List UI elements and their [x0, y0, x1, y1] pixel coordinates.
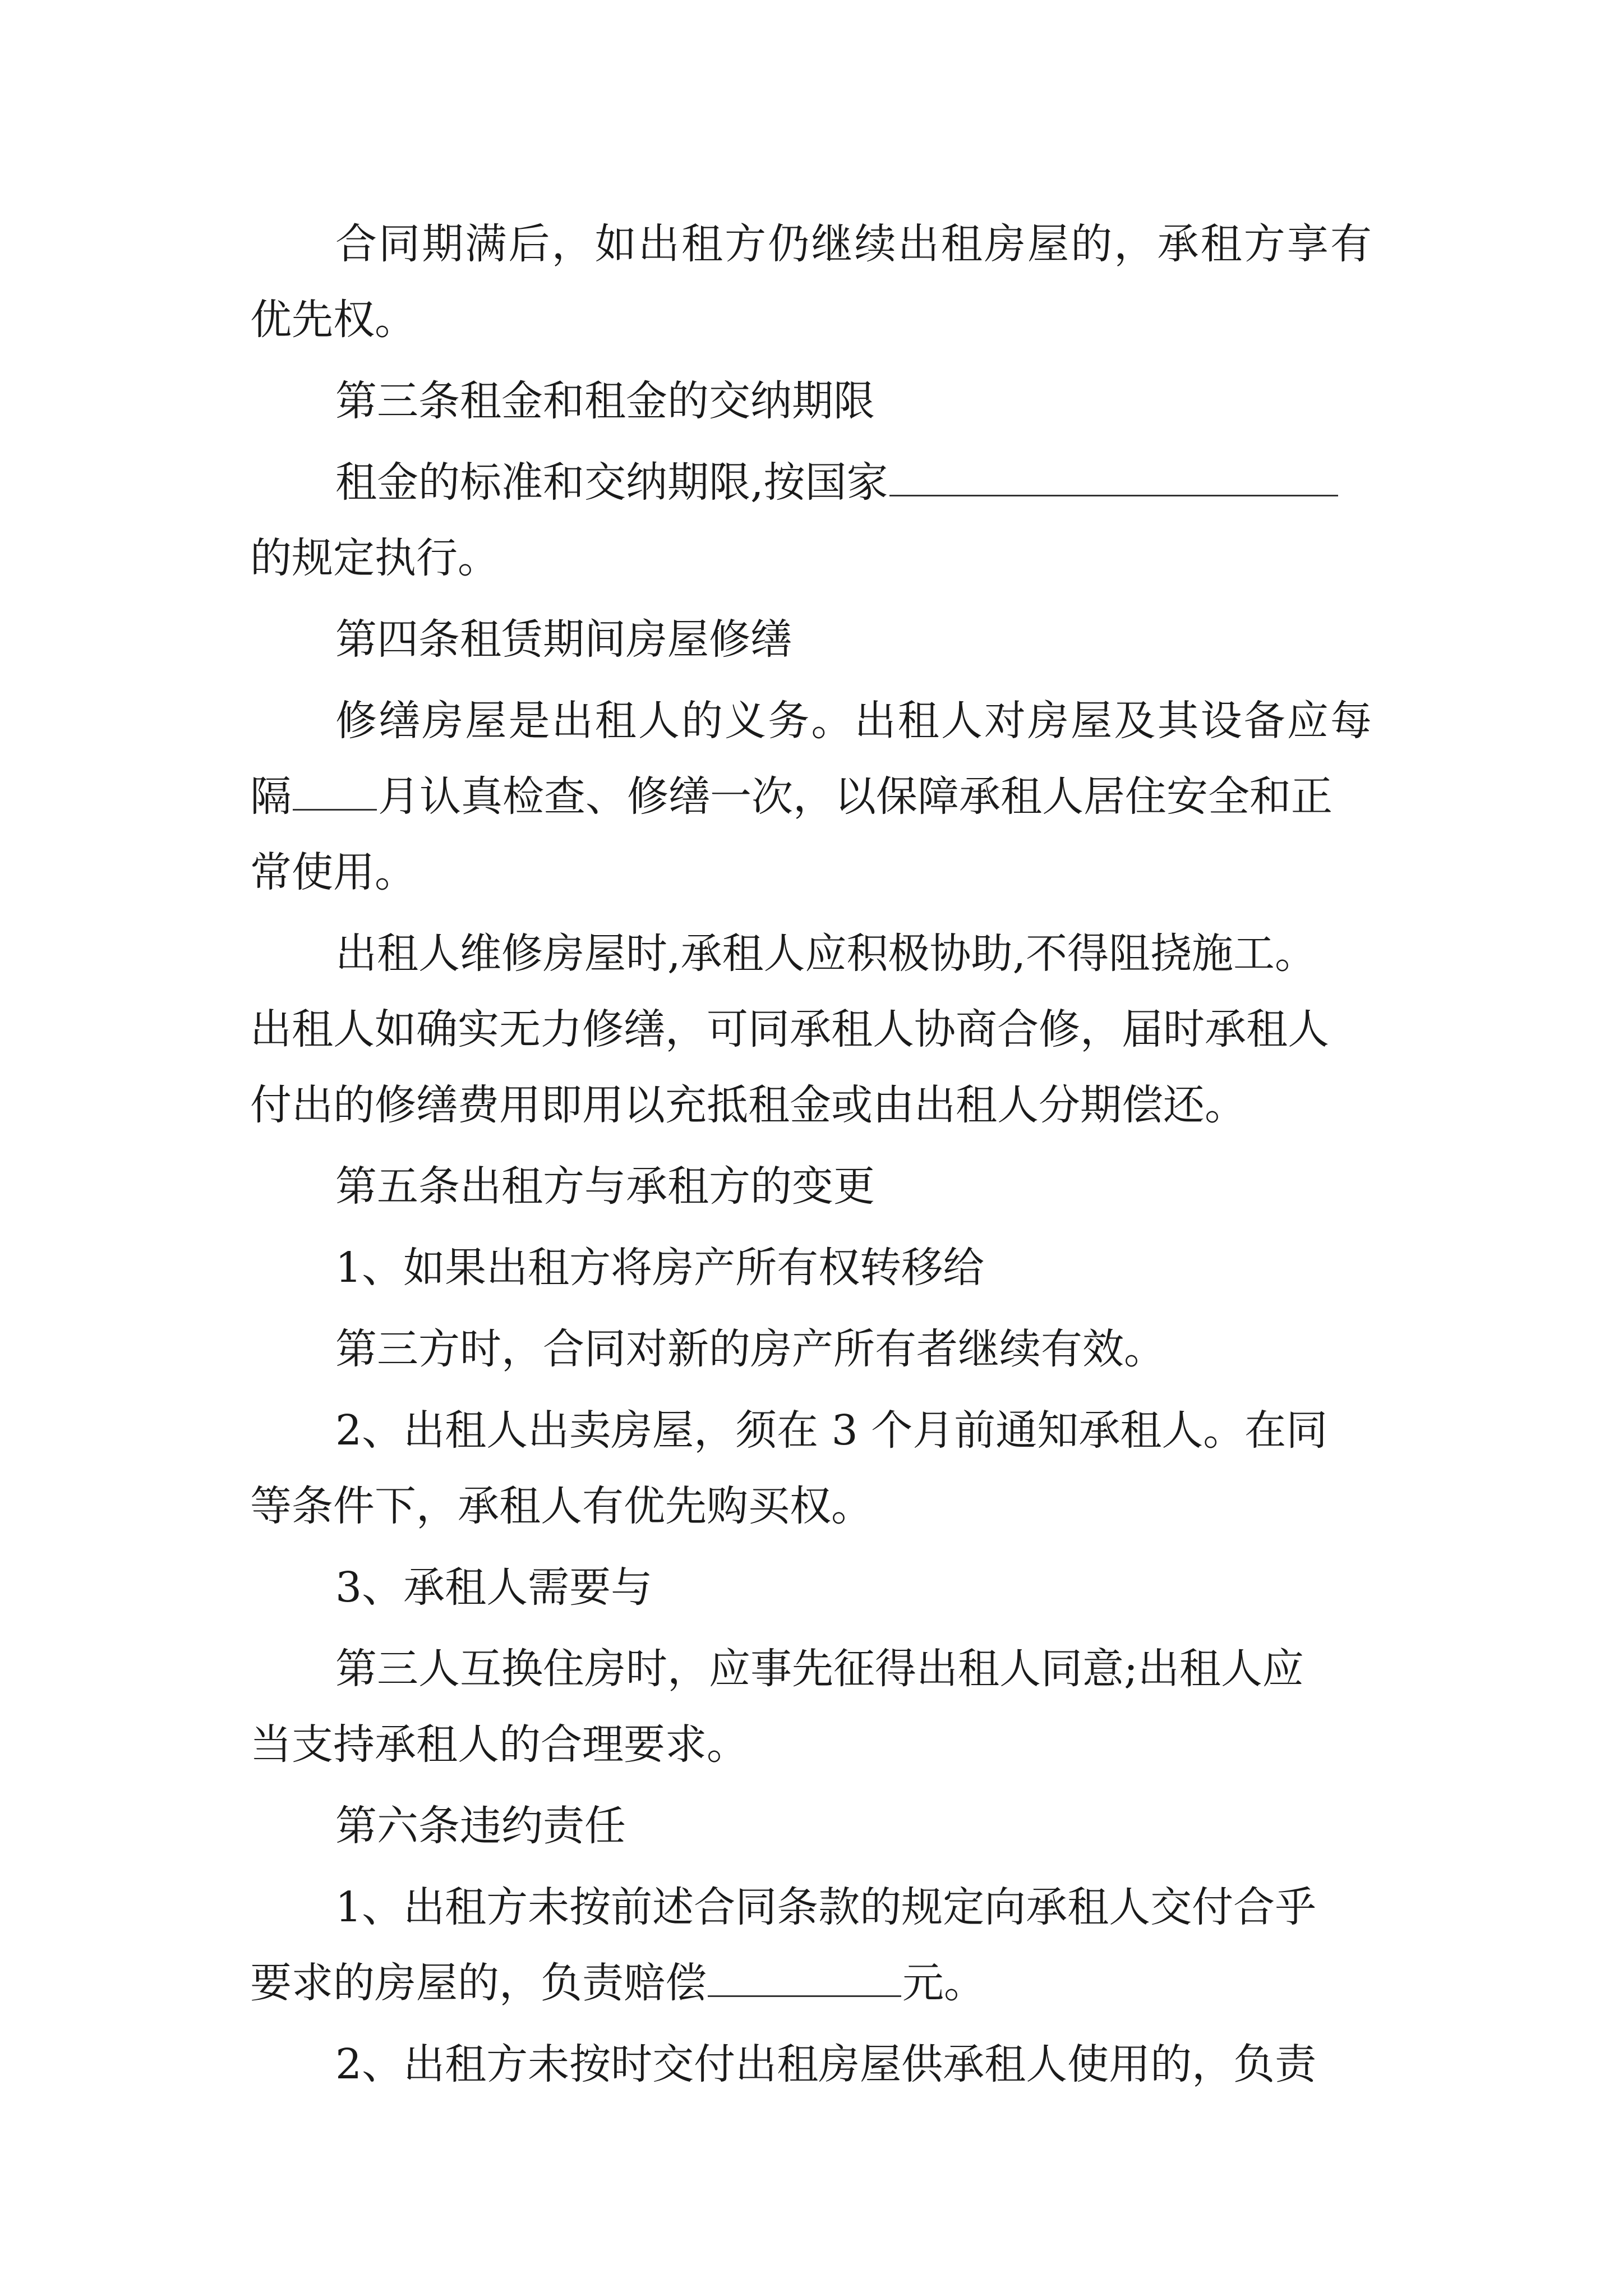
paragraph-line: 2、出租人出卖房屋，须在 3 个月前通知承租人。在同: [335, 1406, 1328, 1455]
article-3-heading: 第三条租金和租金的交纳期限: [335, 377, 875, 425]
paragraph-line: 出租人维修房屋时,承租人应积极协助,不得阻挠施工。: [335, 930, 1317, 978]
paragraph-line: [250, 1945, 1372, 2021]
paragraph-line: 1、如果出租方将房产所有权转移给: [335, 1244, 985, 1292]
fill-in-blank: [293, 775, 377, 811]
paragraph-line: [250, 445, 1372, 521]
paragraph-line: 3、承租人需要与: [335, 1563, 653, 1612]
paragraph-text: 要求的房屋的，负责赔偿: [250, 1959, 707, 2007]
paragraph-line: 常使用。: [250, 848, 416, 896]
article-4-heading: 第四条租赁期间房屋修缮: [335, 615, 792, 664]
paragraph-text: 租金的标准和交纳期限,按国家: [335, 458, 888, 507]
paragraph-line: 第三人互换住房时，应事先征得出租人同意;出租人应: [335, 1645, 1304, 1693]
paragraph-line: 合同期满后，如出租方仍继续出租房屋的，承租方享有: [335, 220, 1372, 268]
document-body: [250, 206, 1372, 2102]
paragraph-line: 当支持承租人的合理要求。: [250, 1720, 748, 1769]
article-5-heading: 第五条出租方与承租方的变更: [335, 1162, 875, 1211]
paragraph-line: 修缮房屋是出租人的义务。出租人对房屋及其设备应每: [335, 697, 1372, 745]
paragraph-line: 1、出租方未按前述合同条款的规定向承租人交付合乎: [335, 1883, 1317, 1931]
paragraph-text: 元。: [902, 1959, 985, 2007]
paragraph-line: [250, 759, 1372, 835]
paragraph-line: 2、出租方未按时交付出租房屋供承租人使用的，负责: [335, 2040, 1317, 2088]
fill-in-blank: [889, 461, 1338, 496]
paragraph-line: 付出的修缮费用即用以充抵租金或由出租人分期偿还。: [250, 1081, 1246, 1129]
paragraph-text: 隔: [250, 772, 292, 821]
paragraph-line: 第三方时，合同对新的房产所有者继续有效。: [335, 1325, 1165, 1373]
article-6-heading: 第六条违约责任: [335, 1802, 626, 1850]
paragraph-line: 优先权。: [250, 296, 416, 344]
paragraph-text: 月认真检查、修缮一次，以保障承租人居住安全和正: [378, 772, 1332, 821]
paragraph-line: 出租人如确实无力修缮，可同承租人协商合修，届时承租人: [250, 1005, 1329, 1053]
fill-in-blank: [708, 1962, 901, 1997]
paragraph-line: 等条件下，承租人有优先购买权。: [250, 1482, 873, 1530]
paragraph-line: 的规定执行。: [250, 534, 499, 582]
